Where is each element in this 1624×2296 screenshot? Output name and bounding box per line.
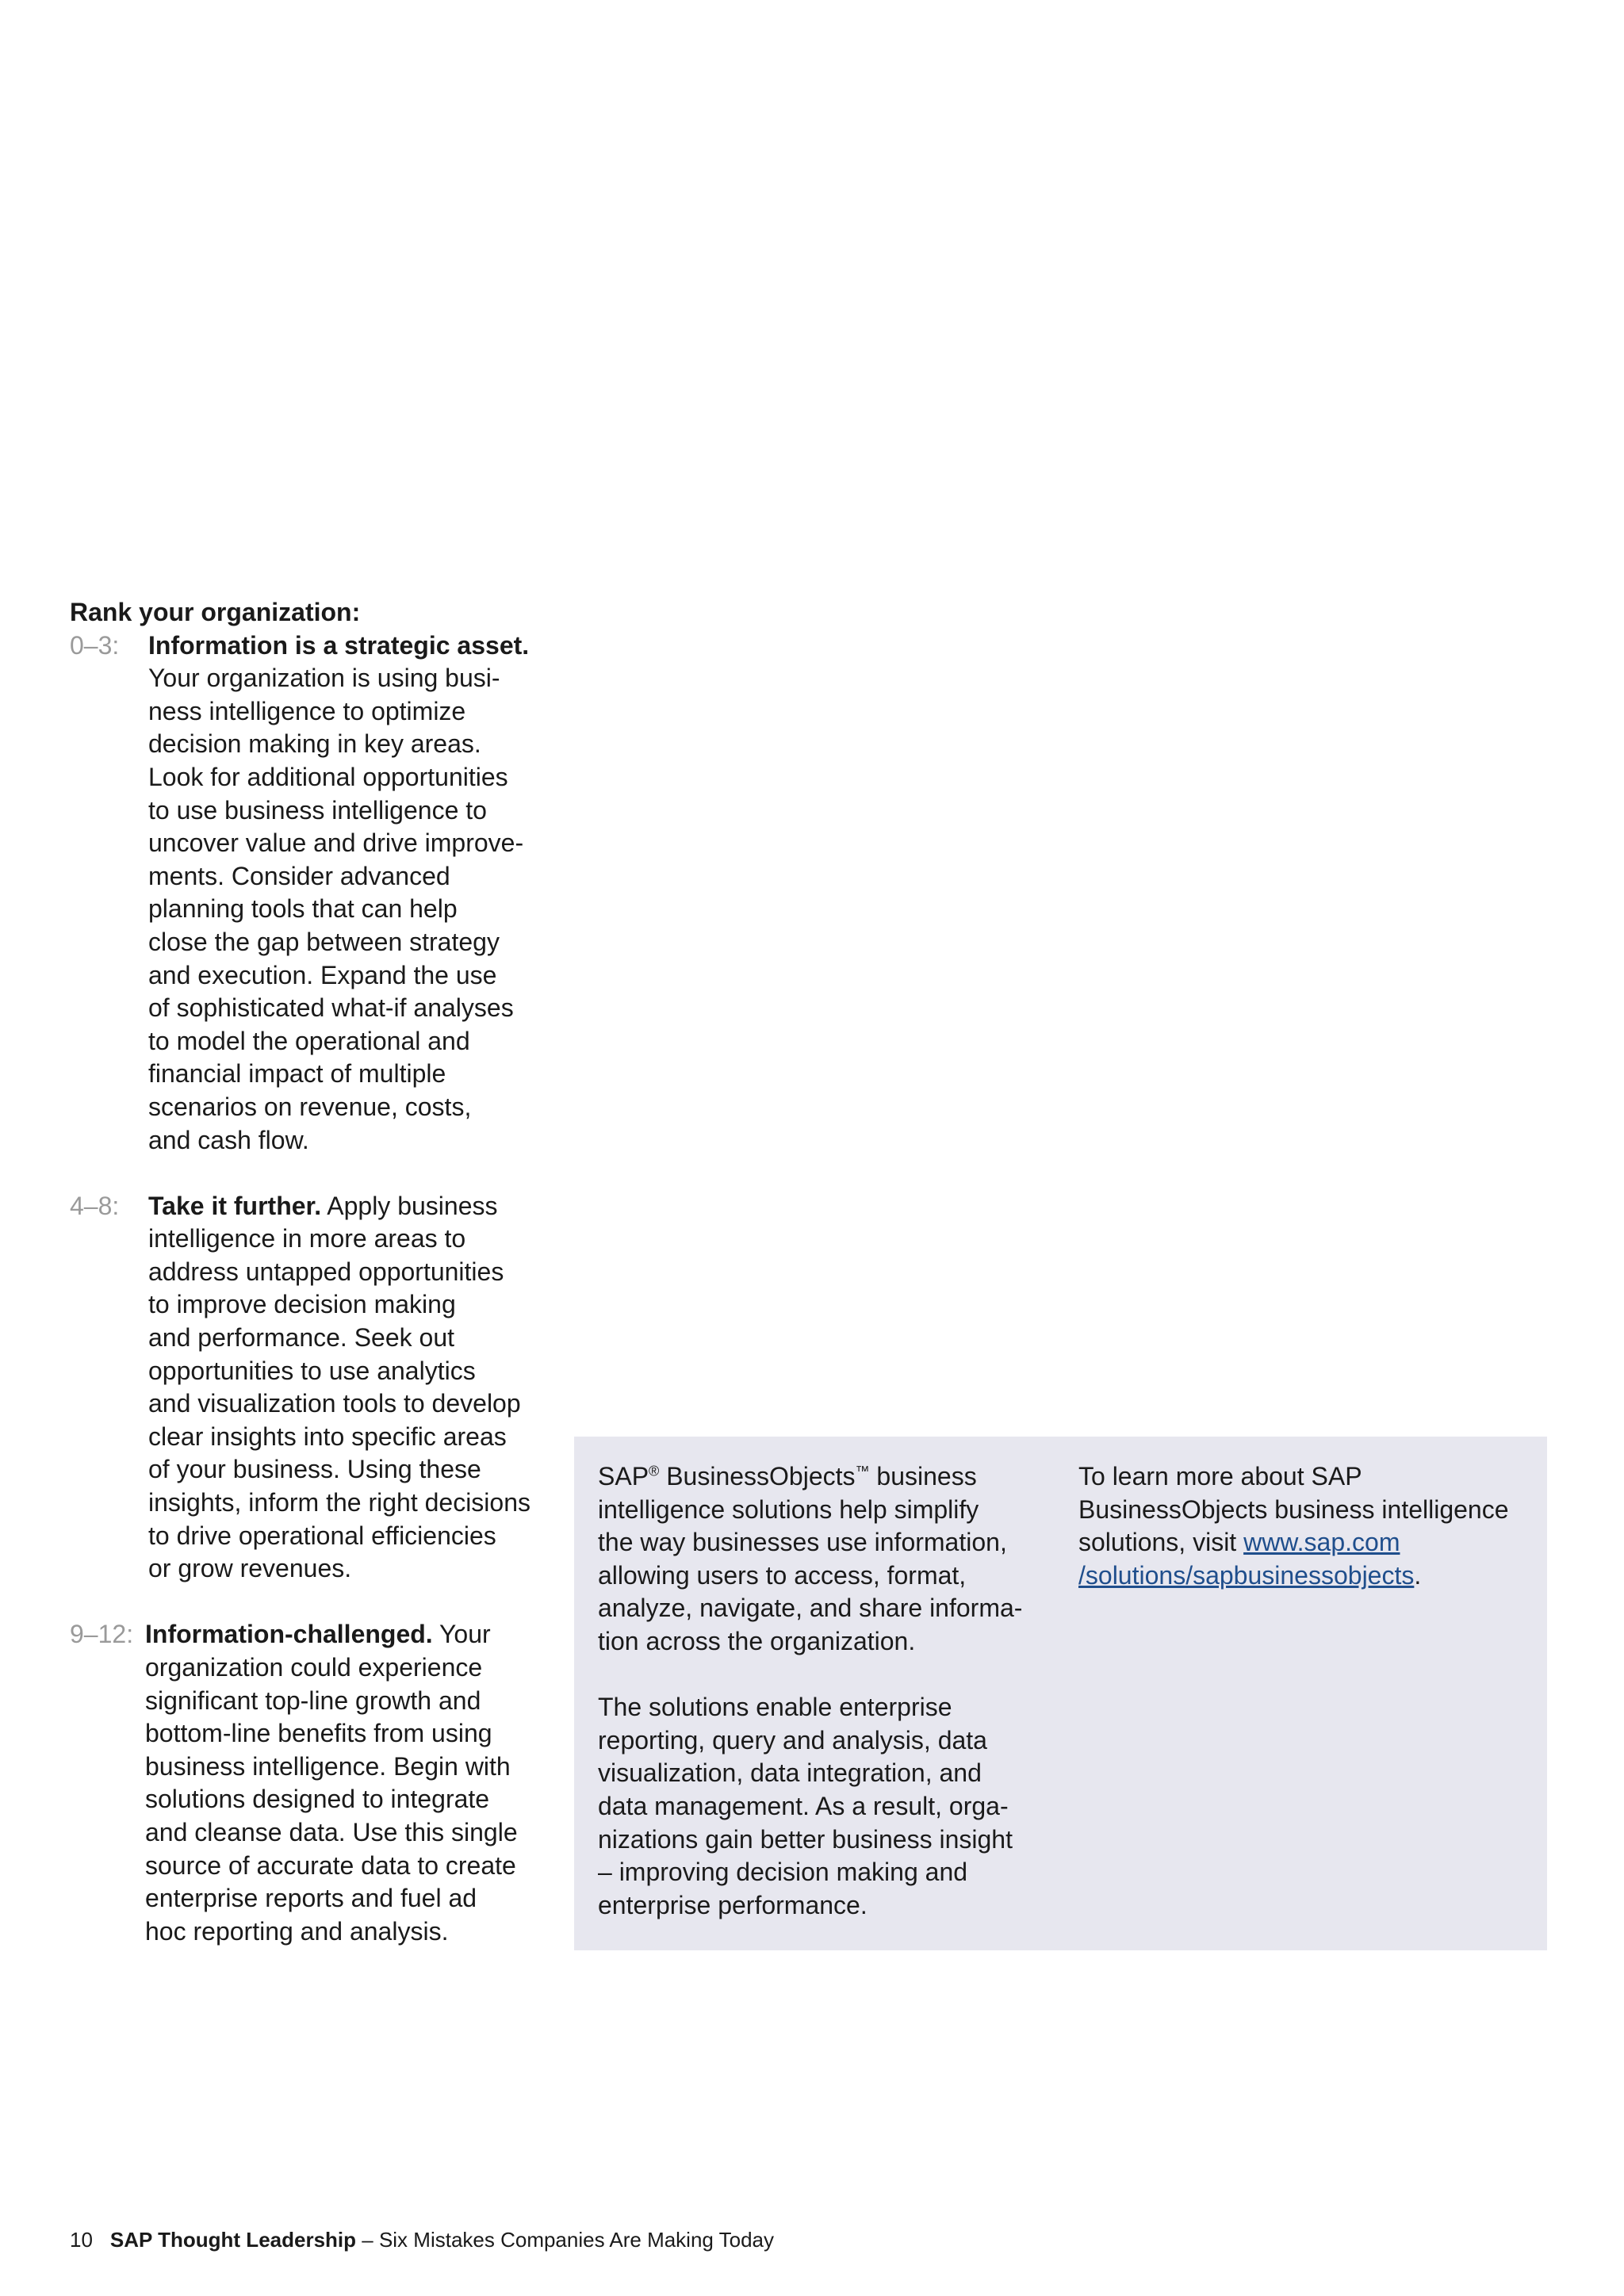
text-line: and performance. Seek out [148, 1323, 455, 1353]
text-line: analyze, navigate, and share informa- [598, 1594, 1023, 1623]
text-line: significant top-line growth and [145, 1686, 481, 1715]
rank-title: Take it further. [148, 1191, 322, 1220]
page-number: 10 [70, 2228, 93, 2252]
text-line: opportunities to use analytics [148, 1356, 476, 1385]
footer-subtitle: – Six Mistakes Companies Are Making Today [356, 2228, 775, 2252]
text-line: business intelligence. Begin with [145, 1751, 511, 1781]
rank-item-0-3 [70, 629, 546, 1158]
rank-body [148, 1190, 546, 1586]
text-line: intelligence solutions help simplify [598, 1494, 979, 1524]
text-line: hoc reporting and analysis. [145, 1916, 449, 1946]
rank-range-label: 9–12: [70, 1620, 134, 1649]
text-line: and visualization tools to develop [148, 1389, 521, 1418]
text-line [1078, 1559, 1530, 1593]
rank-item-9-12 [70, 1618, 546, 1948]
text-line: BusinessObjects business intelligence [1078, 1494, 1509, 1524]
text-line: uncover value and drive improve- [148, 828, 524, 858]
text-line: clear insights into specific areas [148, 1422, 507, 1451]
trademark-mark: ™ [855, 1463, 870, 1479]
rank-range-label: 0–3: [70, 630, 120, 660]
brand-sap: SAP [598, 1462, 649, 1490]
text-line [598, 1462, 977, 1490]
text-line: reporting, query and analysis, data [598, 1725, 987, 1755]
text-line: address untapped opportunities [148, 1257, 504, 1286]
text-run: business [869, 1462, 977, 1490]
info-column-right [1078, 1460, 1530, 1592]
text-line: of your business. Using these [148, 1455, 481, 1484]
sap-solutions-link[interactable]: www.sap.com [1243, 1528, 1400, 1557]
text-line: financial impact of multiple [148, 1059, 446, 1089]
text-line: planning tools that can help [148, 894, 458, 924]
rank-heading: Rank your organization: [70, 598, 361, 626]
text-line: Your organization is using busi- [148, 664, 500, 693]
text-run: Your [432, 1620, 491, 1649]
rank-title: Information-challenged. [145, 1620, 433, 1649]
text-line: the way businesses use information, [598, 1528, 1007, 1557]
sap-solutions-link-continued[interactable]: /solutions/sapbusinessobjects [1078, 1560, 1415, 1590]
text-line: data management. As a result, orga- [598, 1791, 1009, 1820]
text-line: – improving decision making and [598, 1858, 968, 1887]
rank-item-4-8 [70, 1190, 546, 1586]
rank-body [148, 629, 546, 1158]
text-line: to use business intelligence to [148, 795, 487, 825]
text-line: source of accurate data to create [145, 1850, 516, 1880]
solutions-summary [598, 1691, 1042, 1922]
text-line: or grow revenues. [148, 1554, 352, 1583]
text-line: solutions designed to integrate [145, 1785, 490, 1814]
rank-section [70, 596, 546, 1948]
text-line: decision making in key areas. [148, 729, 481, 759]
text-line: nizations gain better business insight [598, 1824, 1013, 1854]
text-line: of sophisticated what-if analyses [148, 993, 514, 1023]
text-line: enterprise performance. [598, 1890, 868, 1919]
text-line: and cash flow. [148, 1125, 309, 1154]
text-line: allowing users to access, format, [598, 1560, 967, 1590]
text-line: ments. Consider advanced [148, 861, 450, 890]
info-column-left [598, 1460, 1042, 1922]
text-line: ness intelligence to optimize [148, 696, 466, 725]
footer-brand: SAP Thought Leadership [109, 2228, 357, 2252]
text-run: . [1414, 1560, 1422, 1590]
text-line: organization could experience [145, 1653, 483, 1682]
text-run: solutions, visit [1078, 1528, 1244, 1557]
page-footer [70, 2226, 774, 2253]
rank-body [145, 1618, 546, 1948]
text-line: and cleanse data. Use this single [145, 1817, 518, 1846]
text-line [1078, 1526, 1530, 1559]
text-line: and execution. Expand the use [148, 960, 497, 989]
text-line: Look for additional opportunities [148, 762, 508, 791]
rank-range-label: 4–8: [70, 1191, 120, 1220]
text-line: tion across the organization. [598, 1626, 916, 1655]
text-line: visualization, data integration, and [598, 1758, 982, 1788]
rank-title: Information is a strategic asset. [148, 630, 530, 660]
text-line: intelligence in more areas to [148, 1224, 466, 1253]
learn-more-text [1078, 1460, 1530, 1592]
text-line: to improve decision making [148, 1290, 456, 1319]
text-line: to model the operational and [148, 1026, 470, 1055]
brand-businessobjects: BusinessObjects [659, 1462, 856, 1490]
text-line: close the gap between strategy [148, 927, 500, 956]
text-line: To learn more about SAP [1078, 1462, 1362, 1490]
text-line: The solutions enable enterprise [598, 1693, 952, 1722]
text-run: Apply business [321, 1191, 498, 1220]
text-line: enterprise reports and fuel ad [145, 1884, 477, 1913]
text-line: to drive operational efficiencies [148, 1521, 496, 1550]
text-line: bottom-line benefits from using [145, 1719, 492, 1748]
text-line: insights, inform the right decisions [148, 1488, 530, 1517]
text-line: scenarios on revenue, costs, [148, 1092, 472, 1121]
registered-mark: ® [649, 1463, 660, 1479]
info-box [574, 1437, 1547, 1950]
product-description [598, 1460, 1042, 1659]
